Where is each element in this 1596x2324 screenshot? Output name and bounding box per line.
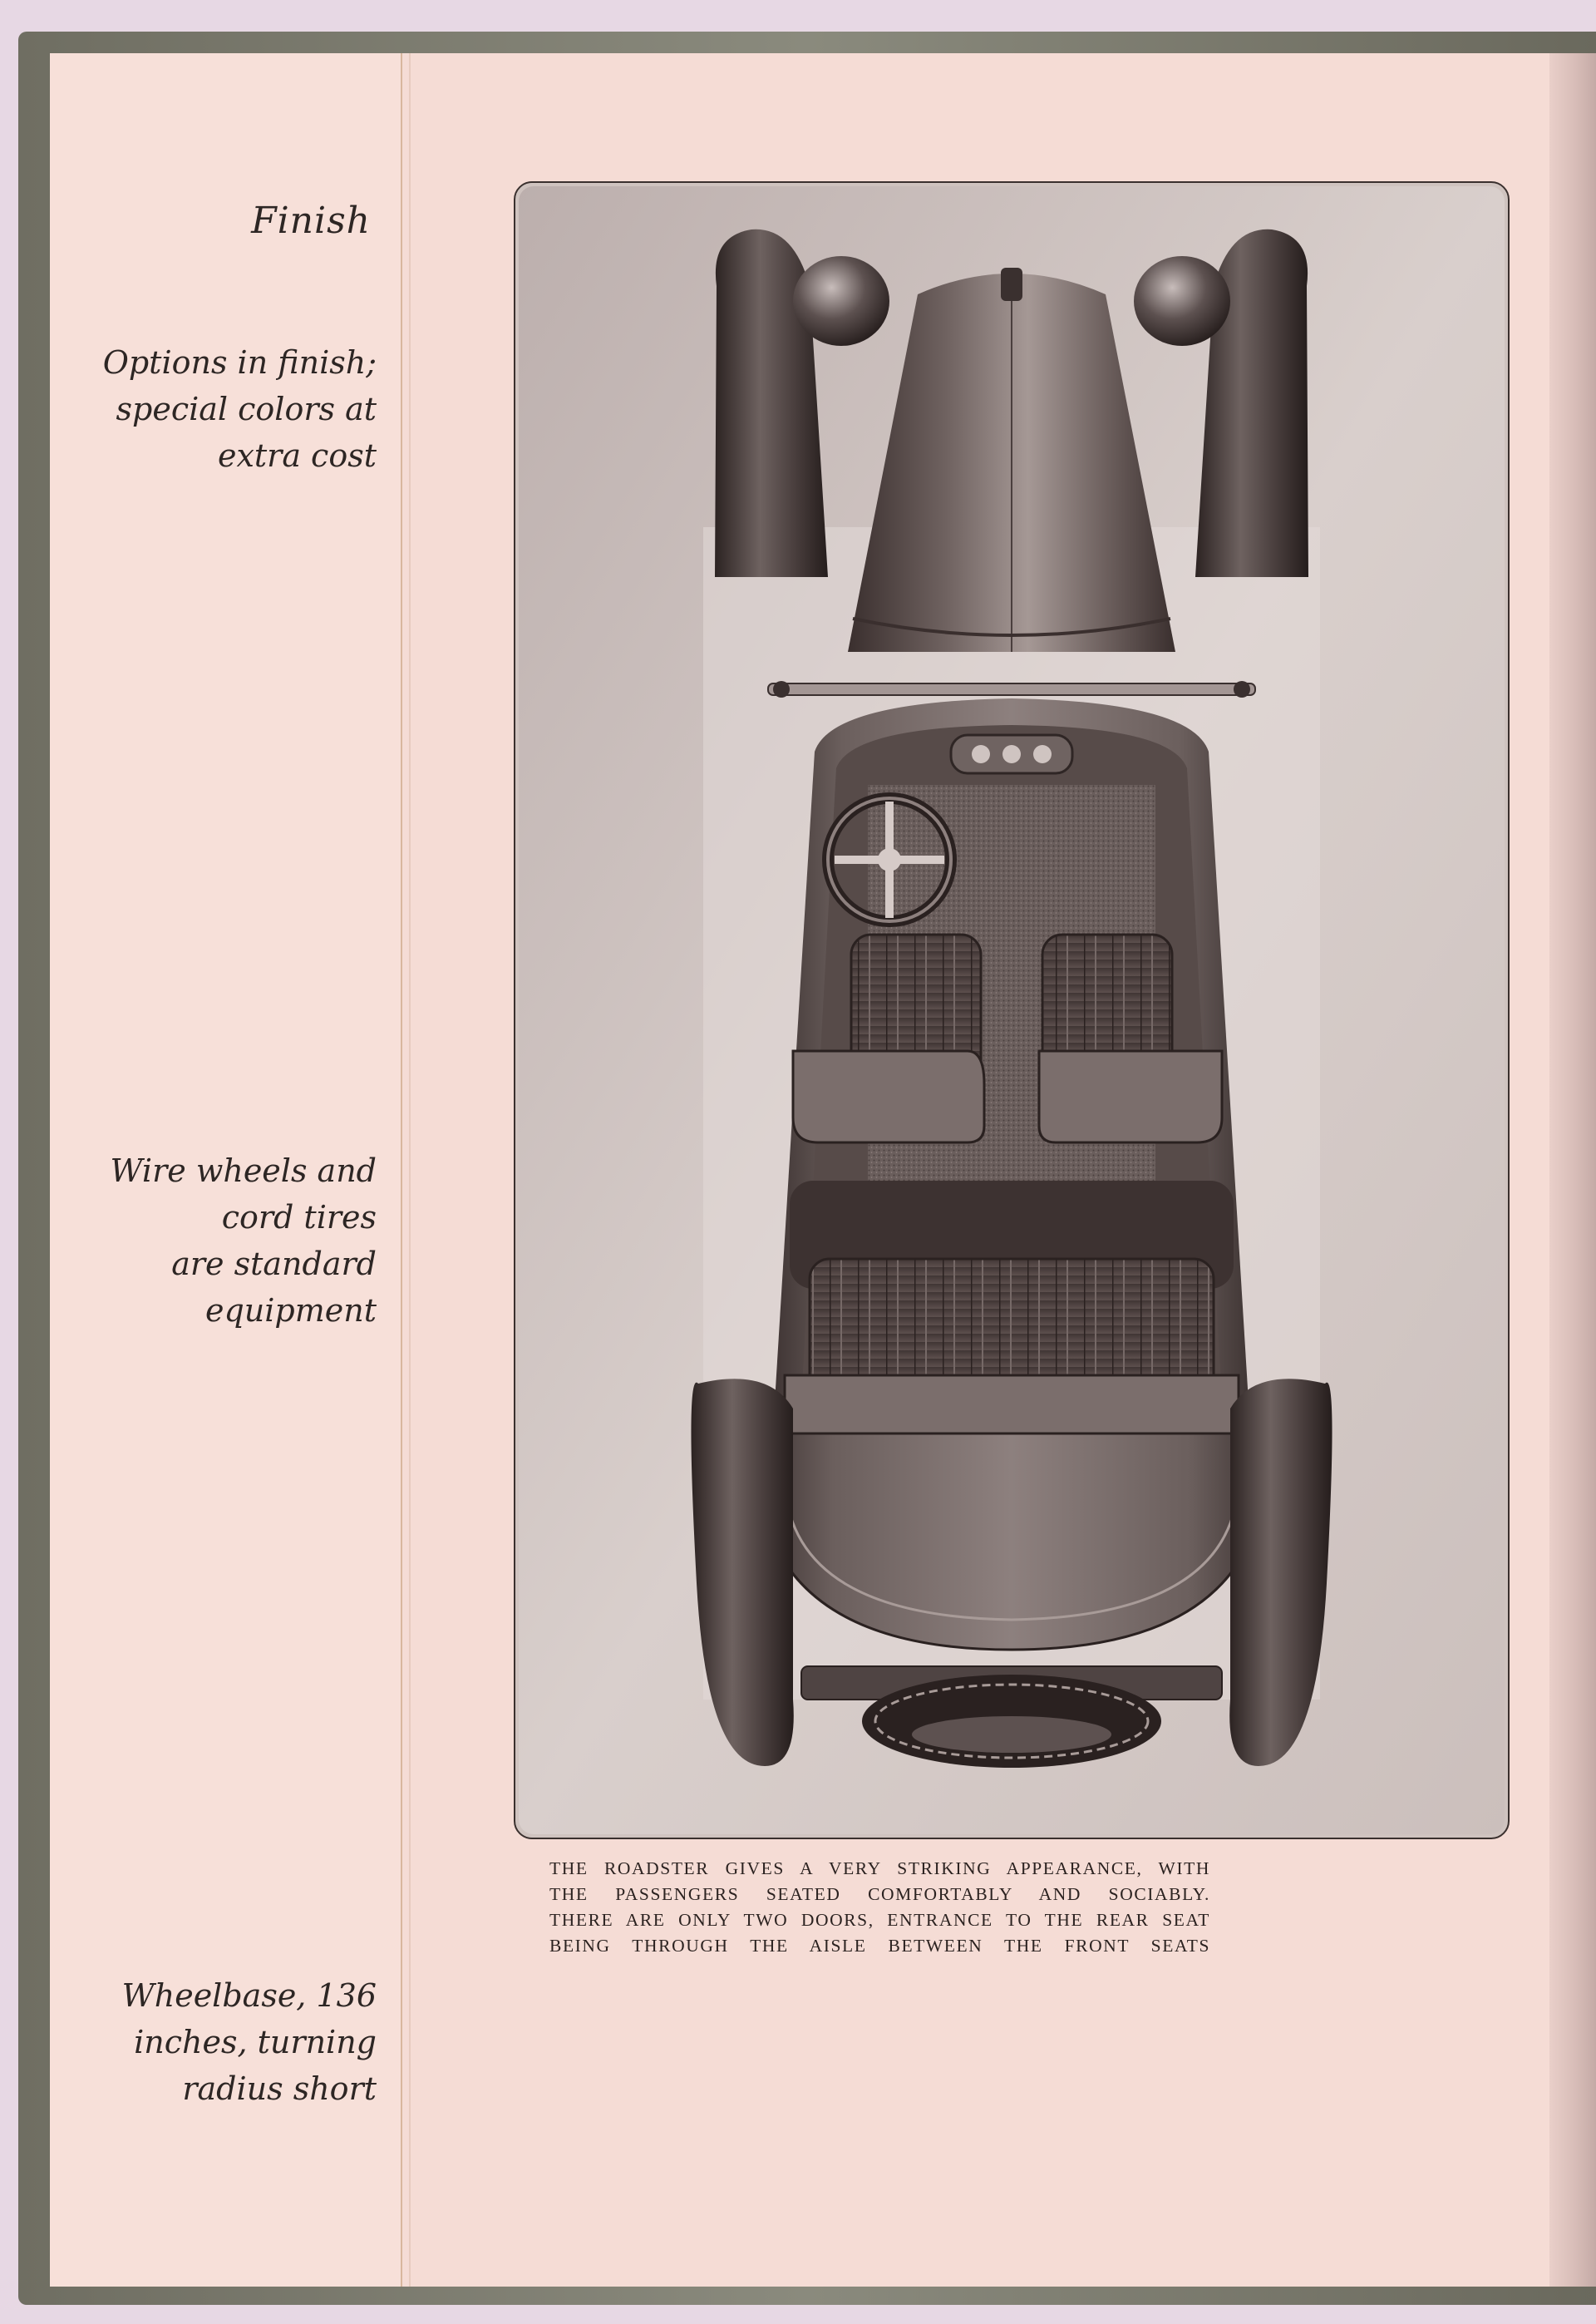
photo-caption	[549, 1856, 1210, 1959]
caption-line: THE ROADSTER GIVES A VERY STRIKING APPEARANCE, WITH	[549, 1858, 1210, 1878]
finish-note: Options in finish; special colors at extra cost	[102, 344, 377, 474]
page-edge	[1549, 53, 1596, 2287]
wheelbase-note: Wheelbase, 136 inches, turning radius short	[121, 1977, 377, 2107]
margin-rule	[409, 53, 411, 2287]
roadster-illustration	[519, 186, 1505, 1834]
caption-line: THE PASSENGERS SEATED COMFORTABLY AND SOCIABLY.	[549, 1884, 1210, 1904]
caption-line: THERE ARE ONLY TWO DOORS, ENTRANCE TO THE REAR SEAT	[549, 1910, 1210, 1930]
finish-heading: Finish	[251, 200, 371, 242]
caption-line: BEING THROUGH THE AISLE BETWEEN THE FRONT SEATS	[549, 1936, 1210, 1956]
margin-rule	[401, 53, 402, 2287]
wheels-note: Wire wheels and cord tires are standard equipment	[110, 1152, 377, 1329]
